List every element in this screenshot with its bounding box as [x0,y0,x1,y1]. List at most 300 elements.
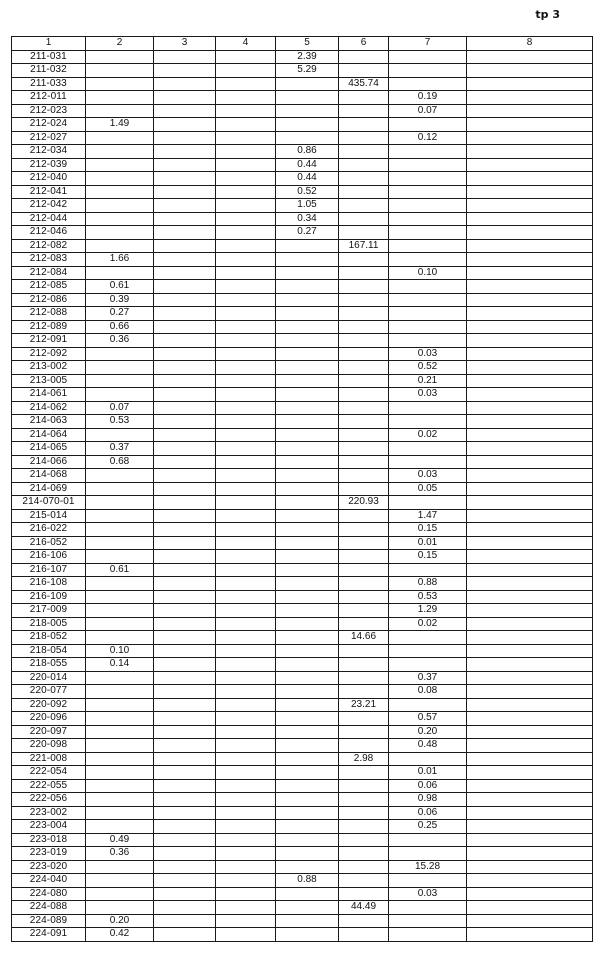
value-cell-col-3 [154,752,216,766]
value-cell-col-2: 0.61 [86,563,154,577]
value-cell-col-8 [467,833,593,847]
value-cell-col-7 [389,293,467,307]
value-cell-col-6 [339,131,389,145]
value-cell-col-3 [154,185,216,199]
value-cell-col-2 [86,131,154,145]
value-cell-col-8 [467,604,593,618]
header-row [12,37,593,51]
value-cell-col-8 [467,64,593,78]
value-cell-col-3 [154,523,216,537]
value-cell-col-3 [154,64,216,78]
value-cell-col-6 [339,806,389,820]
value-cell-col-6 [339,104,389,118]
value-cell-col-3 [154,293,216,307]
value-cell-col-6 [339,199,389,213]
value-cell-col-2 [86,104,154,118]
value-cell-col-3 [154,806,216,820]
row-code-cell: 215-014 [12,509,86,523]
value-cell-col-6 [339,550,389,564]
value-cell-col-7: 1.47 [389,509,467,523]
value-cell-col-6 [339,928,389,942]
value-cell-col-5 [276,833,339,847]
value-cell-col-5: 0.44 [276,158,339,172]
value-cell-col-7 [389,901,467,915]
value-cell-col-4 [216,118,276,132]
table-row [12,523,593,537]
table-row [12,91,593,105]
value-cell-col-5 [276,685,339,699]
value-cell-col-3 [154,455,216,469]
value-cell-col-7 [389,833,467,847]
value-cell-col-4 [216,644,276,658]
value-cell-col-3 [154,833,216,847]
value-cell-col-8 [467,739,593,753]
table-row [12,388,593,402]
value-cell-col-4 [216,239,276,253]
value-cell-col-2: 0.27 [86,307,154,321]
value-cell-col-4 [216,280,276,294]
row-code-cell: 212-041 [12,185,86,199]
value-cell-col-4 [216,172,276,186]
table-row [12,860,593,874]
value-cell-col-6 [339,590,389,604]
row-code-cell: 216-109 [12,590,86,604]
value-cell-col-6 [339,455,389,469]
value-cell-col-3 [154,847,216,861]
value-cell-col-3 [154,415,216,429]
value-cell-col-4 [216,347,276,361]
value-cell-col-4 [216,91,276,105]
value-cell-col-2 [86,64,154,78]
value-cell-col-4 [216,739,276,753]
table-row [12,469,593,483]
value-cell-col-8 [467,644,593,658]
value-cell-col-5: 0.88 [276,874,339,888]
row-code-cell: 216-022 [12,523,86,537]
row-code-cell: 218-005 [12,617,86,631]
value-cell-col-2 [86,739,154,753]
table-row [12,563,593,577]
value-cell-col-3 [154,469,216,483]
value-cell-col-5 [276,307,339,321]
row-code-cell: 218-055 [12,658,86,672]
value-cell-col-3 [154,334,216,348]
value-cell-col-6 [339,577,389,591]
value-cell-col-2 [86,172,154,186]
value-cell-col-2 [86,388,154,402]
value-cell-col-3 [154,604,216,618]
value-cell-col-4 [216,104,276,118]
value-cell-col-4 [216,64,276,78]
value-cell-col-8 [467,374,593,388]
table-row [12,793,593,807]
value-cell-col-6 [339,536,389,550]
value-cell-col-3 [154,131,216,145]
column-header-3: 3 [154,37,216,51]
value-cell-col-3 [154,860,216,874]
value-cell-col-6 [339,617,389,631]
table-row [12,374,593,388]
value-cell-col-7 [389,239,467,253]
value-cell-col-5 [276,914,339,928]
table-row [12,536,593,550]
value-cell-col-6 [339,509,389,523]
value-cell-col-8 [467,401,593,415]
value-cell-col-7 [389,631,467,645]
row-code-cell: 212-091 [12,334,86,348]
value-cell-col-7: 0.03 [389,887,467,901]
value-cell-col-6 [339,914,389,928]
value-cell-col-5 [276,91,339,105]
value-cell-col-8 [467,334,593,348]
value-cell-col-8 [467,617,593,631]
value-cell-col-2: 0.07 [86,401,154,415]
value-cell-col-6 [339,671,389,685]
row-code-cell: 218-054 [12,644,86,658]
row-code-cell: 212-084 [12,266,86,280]
value-cell-col-7 [389,185,467,199]
value-cell-col-5 [276,928,339,942]
value-cell-col-7 [389,401,467,415]
value-cell-col-5: 0.34 [276,212,339,226]
table-row [12,266,593,280]
value-cell-col-7: 0.25 [389,820,467,834]
table-row [12,604,593,618]
value-cell-col-7: 0.37 [389,671,467,685]
value-cell-col-5 [276,374,339,388]
value-cell-col-7: 0.01 [389,536,467,550]
value-cell-col-3 [154,671,216,685]
table-row [12,914,593,928]
value-cell-col-7: 0.12 [389,131,467,145]
value-cell-col-7 [389,847,467,861]
value-cell-col-2: 0.68 [86,455,154,469]
value-cell-col-3 [154,307,216,321]
row-code-cell: 220-097 [12,725,86,739]
value-cell-col-4 [216,685,276,699]
value-cell-col-6 [339,563,389,577]
value-cell-col-2: 0.42 [86,928,154,942]
value-cell-col-8 [467,914,593,928]
value-cell-col-3 [154,698,216,712]
value-cell-col-2: 0.61 [86,280,154,294]
data-table [11,36,593,942]
value-cell-col-8 [467,293,593,307]
table-row [12,887,593,901]
row-code-cell: 212-039 [12,158,86,172]
value-cell-col-8 [467,563,593,577]
value-cell-col-5 [276,712,339,726]
value-cell-col-2 [86,145,154,159]
row-code-cell: 223-020 [12,860,86,874]
table-row [12,779,593,793]
table-row [12,347,593,361]
value-cell-col-2 [86,712,154,726]
page-label: tp 3 [535,8,560,21]
value-cell-col-4 [216,469,276,483]
value-cell-col-8 [467,793,593,807]
value-cell-col-8 [467,469,593,483]
value-cell-col-8 [467,874,593,888]
value-cell-col-5: 0.44 [276,172,339,186]
table-row [12,185,593,199]
value-cell-col-4 [216,901,276,915]
value-cell-col-5 [276,617,339,631]
table-row [12,671,593,685]
value-cell-col-4 [216,212,276,226]
column-header-4: 4 [216,37,276,51]
value-cell-col-6 [339,644,389,658]
value-cell-col-5 [276,401,339,415]
value-cell-col-6 [339,185,389,199]
value-cell-col-7 [389,158,467,172]
row-code-cell: 222-054 [12,766,86,780]
value-cell-col-7 [389,320,467,334]
value-cell-col-3 [154,658,216,672]
table-row [12,118,593,132]
table-row [12,131,593,145]
table-row [12,172,593,186]
value-cell-col-6 [339,766,389,780]
value-cell-col-7: 0.08 [389,685,467,699]
value-cell-col-8 [467,212,593,226]
value-cell-col-3 [154,77,216,91]
value-cell-col-3 [154,590,216,604]
value-cell-col-7 [389,442,467,456]
value-cell-col-5 [276,320,339,334]
value-cell-col-6: 220.93 [339,496,389,510]
value-cell-col-5 [276,118,339,132]
table-row [12,50,593,64]
value-cell-col-6 [339,118,389,132]
value-cell-col-6 [339,307,389,321]
value-cell-col-3 [154,739,216,753]
value-cell-col-7: 15.28 [389,860,467,874]
value-cell-col-5 [276,847,339,861]
value-cell-col-5 [276,658,339,672]
table-row [12,577,593,591]
value-cell-col-6 [339,415,389,429]
value-cell-col-3 [154,685,216,699]
row-code-cell: 223-004 [12,820,86,834]
value-cell-col-5: 0.86 [276,145,339,159]
value-cell-col-6 [339,266,389,280]
value-cell-col-3 [154,226,216,240]
row-code-cell: 214-068 [12,469,86,483]
value-cell-col-4 [216,266,276,280]
value-cell-col-5: 1.05 [276,199,339,213]
value-cell-col-2: 0.36 [86,334,154,348]
row-code-cell: 220-077 [12,685,86,699]
value-cell-col-4 [216,226,276,240]
value-cell-col-3 [154,509,216,523]
value-cell-col-3 [154,766,216,780]
row-code-cell: 220-014 [12,671,86,685]
value-cell-col-7 [389,253,467,267]
value-cell-col-8 [467,496,593,510]
value-cell-col-5 [276,536,339,550]
value-cell-col-5 [276,266,339,280]
value-cell-col-5 [276,428,339,442]
value-cell-col-6 [339,91,389,105]
row-code-cell: 212-092 [12,347,86,361]
value-cell-col-7: 0.48 [389,739,467,753]
value-cell-col-4 [216,523,276,537]
value-cell-col-8 [467,577,593,591]
value-cell-col-5 [276,739,339,753]
value-cell-col-2 [86,752,154,766]
value-cell-col-4 [216,131,276,145]
value-cell-col-5 [276,469,339,483]
value-cell-col-8 [467,658,593,672]
value-cell-col-2 [86,617,154,631]
value-cell-col-3 [154,280,216,294]
row-code-cell: 212-083 [12,253,86,267]
value-cell-col-5 [276,496,339,510]
value-cell-col-2 [86,496,154,510]
value-cell-col-2 [86,806,154,820]
value-cell-col-8 [467,253,593,267]
table-row [12,442,593,456]
value-cell-col-4 [216,914,276,928]
value-cell-col-7: 0.03 [389,388,467,402]
table-row [12,833,593,847]
value-cell-col-7 [389,145,467,159]
value-cell-col-5 [276,644,339,658]
table-row [12,199,593,213]
value-cell-col-6 [339,793,389,807]
value-cell-col-8 [467,779,593,793]
value-cell-col-2 [86,50,154,64]
value-cell-col-3 [154,347,216,361]
value-cell-col-6: 14.66 [339,631,389,645]
value-cell-col-2 [86,590,154,604]
value-cell-col-3 [154,91,216,105]
row-code-cell: 214-066 [12,455,86,469]
value-cell-col-3 [154,374,216,388]
value-cell-col-3 [154,496,216,510]
value-cell-col-8 [467,118,593,132]
value-cell-col-3 [154,550,216,564]
row-code-cell: 223-002 [12,806,86,820]
value-cell-col-8 [467,806,593,820]
table-row [12,226,593,240]
value-cell-col-7: 0.15 [389,550,467,564]
value-cell-col-7: 0.10 [389,266,467,280]
value-cell-col-3 [154,725,216,739]
value-cell-col-3 [154,820,216,834]
value-cell-col-8 [467,860,593,874]
value-cell-col-6 [339,212,389,226]
value-cell-col-2 [86,239,154,253]
row-code-cell: 212-042 [12,199,86,213]
value-cell-col-2: 0.49 [86,833,154,847]
table-row [12,145,593,159]
value-cell-col-5 [276,334,339,348]
row-code-cell: 220-098 [12,739,86,753]
value-cell-col-4 [216,658,276,672]
value-cell-col-6 [339,388,389,402]
value-cell-col-4 [216,887,276,901]
value-cell-col-6 [339,887,389,901]
table-row [12,685,593,699]
value-cell-col-7: 0.21 [389,374,467,388]
value-cell-col-5 [276,293,339,307]
value-cell-col-2 [86,374,154,388]
value-cell-col-3 [154,779,216,793]
value-cell-col-8 [467,320,593,334]
value-cell-col-4 [216,604,276,618]
value-cell-col-8 [467,77,593,91]
value-cell-col-7: 0.15 [389,523,467,537]
value-cell-col-4 [216,509,276,523]
value-cell-col-2 [86,550,154,564]
value-cell-col-2 [86,779,154,793]
value-cell-col-4 [216,766,276,780]
value-cell-col-2 [86,469,154,483]
value-cell-col-7: 0.02 [389,428,467,442]
value-cell-col-8 [467,536,593,550]
value-cell-col-5 [276,820,339,834]
value-cell-col-3 [154,563,216,577]
table-row [12,293,593,307]
table-row [12,806,593,820]
row-code-cell: 214-064 [12,428,86,442]
value-cell-col-5 [276,550,339,564]
value-cell-col-3 [154,212,216,226]
value-cell-col-4 [216,50,276,64]
value-cell-col-8 [467,685,593,699]
value-cell-col-6 [339,739,389,753]
value-cell-col-7 [389,77,467,91]
value-cell-col-5: 0.52 [276,185,339,199]
value-cell-col-8 [467,347,593,361]
value-cell-col-8 [467,428,593,442]
value-cell-col-7 [389,874,467,888]
value-cell-col-5: 5.29 [276,64,339,78]
column-header-2: 2 [86,37,154,51]
value-cell-col-2: 0.39 [86,293,154,307]
value-cell-col-2 [86,766,154,780]
table-row [12,334,593,348]
value-cell-col-2 [86,793,154,807]
value-cell-col-4 [216,806,276,820]
value-cell-col-3 [154,158,216,172]
row-code-cell: 217-009 [12,604,86,618]
value-cell-col-7 [389,172,467,186]
value-cell-col-8 [467,266,593,280]
value-cell-col-4 [216,563,276,577]
row-code-cell: 224-040 [12,874,86,888]
value-cell-col-7: 0.05 [389,482,467,496]
value-cell-col-4 [216,455,276,469]
row-code-cell: 221-008 [12,752,86,766]
value-cell-col-5 [276,793,339,807]
value-cell-col-3 [154,712,216,726]
value-cell-col-8 [467,550,593,564]
value-cell-col-5 [276,253,339,267]
value-cell-col-8 [467,455,593,469]
value-cell-col-7 [389,64,467,78]
row-code-cell: 212-027 [12,131,86,145]
value-cell-col-4 [216,617,276,631]
value-cell-col-8 [467,280,593,294]
value-cell-col-5 [276,860,339,874]
value-cell-col-2 [86,604,154,618]
value-cell-col-7 [389,658,467,672]
value-cell-col-7: 0.53 [389,590,467,604]
value-cell-col-4 [216,725,276,739]
